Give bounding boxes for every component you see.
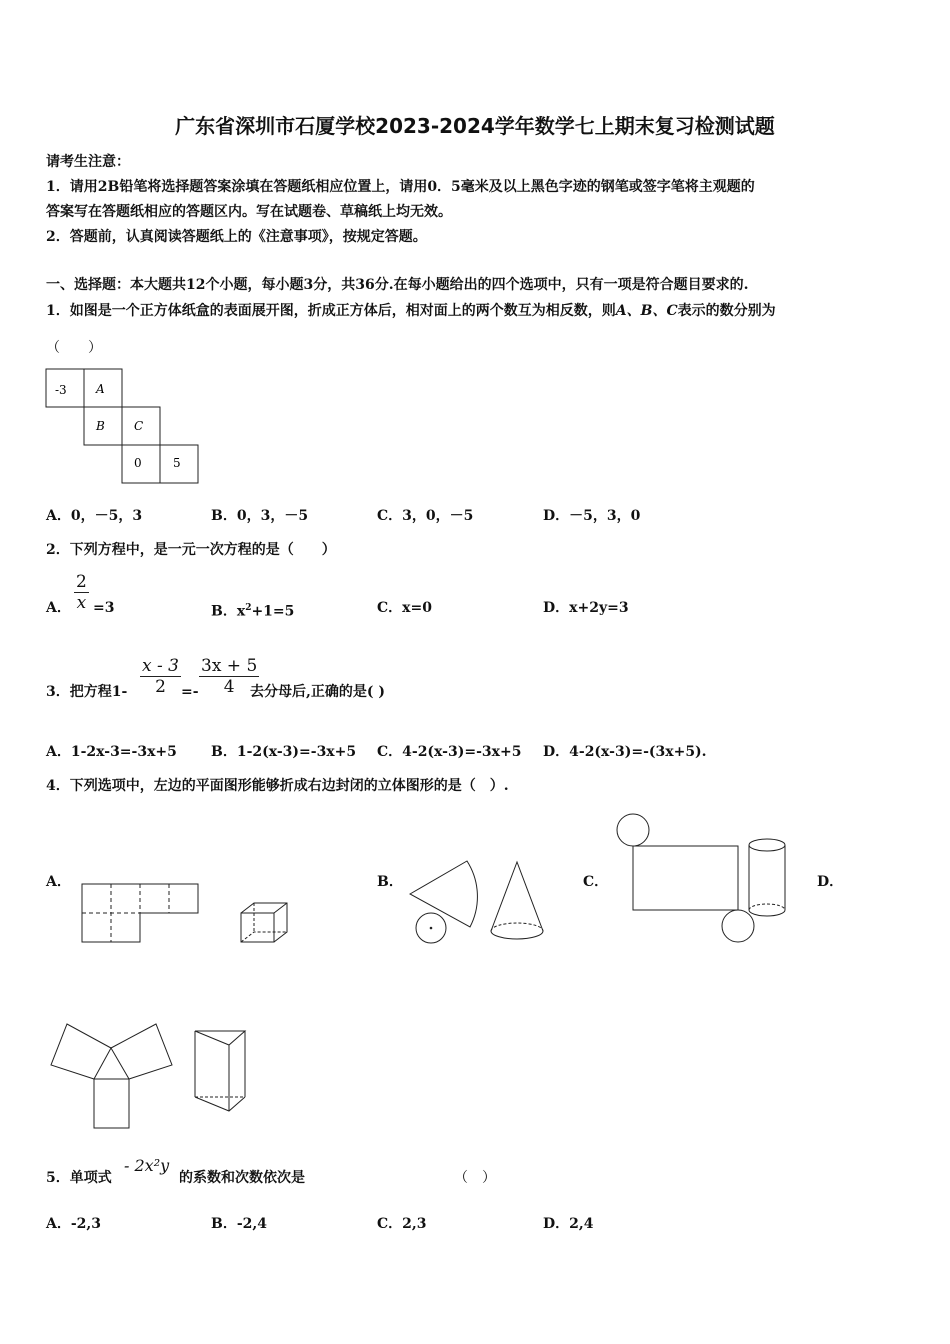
- q3-option-a: A．1-2x-3=-3x+5: [46, 744, 177, 760]
- q3-frac1-den: 2: [155, 677, 166, 697]
- q5-option-b: B．-2,4: [211, 1216, 267, 1232]
- q4-label-d: D．: [817, 874, 844, 890]
- q4-label-b: B．: [377, 874, 403, 890]
- q1-paren: （ ）: [46, 340, 102, 356]
- q1-stem-vars: A、B、C: [615, 303, 678, 319]
- net-cell-0: 0: [134, 456, 142, 470]
- q1-option-b: B．0，3，－5: [211, 508, 309, 524]
- q1-option-c: C．3，0，－5: [377, 508, 474, 524]
- q4-d-prism: [195, 1031, 245, 1111]
- q5-option-c: C．2,3: [377, 1216, 427, 1232]
- page-title: 广东省深圳市石厦学校2023-2024学年数学七上期末复习检测试题: [175, 114, 775, 138]
- q1-option-a: A．0，－5，3: [46, 508, 143, 524]
- q4-c-net: [617, 814, 754, 942]
- q5-option-a: A．-2,3: [46, 1216, 102, 1232]
- q2-option-c: C．x=0: [377, 600, 432, 616]
- net-cell-5: 5: [173, 456, 181, 470]
- notice-line-3: 2．答题前，认真阅读答题纸上的《注意事项》，按规定答题。: [46, 229, 427, 245]
- q3-frac2-num: 3x + 5: [201, 656, 258, 676]
- q4-b-sector: [410, 861, 477, 943]
- q5-stem-post: 的系数和次数依次是: [179, 1170, 305, 1186]
- q4-label-c: C．: [583, 874, 609, 890]
- q2-stem: 2．下列方程中，是一元一次方程的是（ ）: [46, 542, 336, 558]
- net-cell-minus3: -3: [55, 383, 67, 397]
- q1-stem-b: 表示的数分别为: [677, 303, 776, 319]
- q4-label-a: A．: [46, 874, 71, 890]
- notice-heading: 请考生注意：: [46, 154, 130, 170]
- q5-paren: （ ）: [454, 1170, 496, 1186]
- q1-option-d: D．－5，3，0: [543, 508, 641, 524]
- net-cell-b: B: [96, 419, 105, 433]
- q2-option-a-tail: =3: [93, 600, 115, 616]
- q4-a-net: [82, 884, 198, 942]
- q3-frac2-den: 4: [223, 677, 235, 697]
- q2-option-b-pre: B．x: [211, 603, 246, 620]
- q4-a-cube: [241, 903, 287, 942]
- q2-frac-num: 2: [76, 572, 87, 592]
- q5-option-d: D．2,4: [543, 1216, 594, 1232]
- section-heading: 一、选择题：本大题共12个小题，每小题3分，共36分.在每小题给出的四个选项中，只有一项是符合题目要求的.: [46, 277, 749, 293]
- q4-d-net: [51, 1024, 172, 1128]
- q2-frac-den: x: [76, 593, 87, 613]
- q3-frac1-num: x - 3: [142, 656, 179, 676]
- q3-stem-post: 去分母后,正确的是( ): [250, 684, 385, 700]
- q3-option-c: C．4-2(x-3)=-3x+5: [377, 744, 522, 760]
- q5-monomial: - 2x²y: [124, 1156, 170, 1175]
- q4-c-cylinder: [749, 839, 785, 916]
- q2-option-b-post: +1=5: [251, 603, 295, 620]
- q2-option-d: D．x+2y=3: [543, 600, 629, 616]
- q2-option-b-sup: 2: [245, 603, 252, 613]
- q5-stem-pre: 5．单项式: [46, 1170, 112, 1186]
- q1-stem-a: 1．如图是一个正方体纸盒的表面展开图，折成正方体后，相对面上的两个数互为相反数，则: [46, 303, 616, 319]
- q2-option-a-label: A．: [46, 600, 71, 616]
- notice-line-2: 答案写在答题纸相应的答题区内。写在试题卷、草稿纸上均无效。: [46, 204, 452, 220]
- q4-stem: 4．下列选项中，左边的平面图形能够折成右边封闭的立体图形的是（ ）.: [46, 778, 509, 794]
- q4-b-cone: [491, 862, 543, 939]
- net-cell-a: A: [96, 382, 105, 396]
- net-cell-c: C: [134, 419, 144, 433]
- q3-option-d: D．4-2(x-3)=-(3x+5).: [543, 744, 707, 760]
- notice-line-1: 1．请用2B铅笔将选择题答案涂填在答题纸相应位置上，请用0．5毫米及以上黑色字迹的钢笔或签字笔将主观题的: [46, 179, 755, 195]
- q3-stem-pre: 3．把方程1-: [46, 684, 128, 700]
- q3-option-b: B．1-2(x-3)=-3x+5: [211, 744, 357, 760]
- q3-stem-mid: =-: [181, 684, 199, 700]
